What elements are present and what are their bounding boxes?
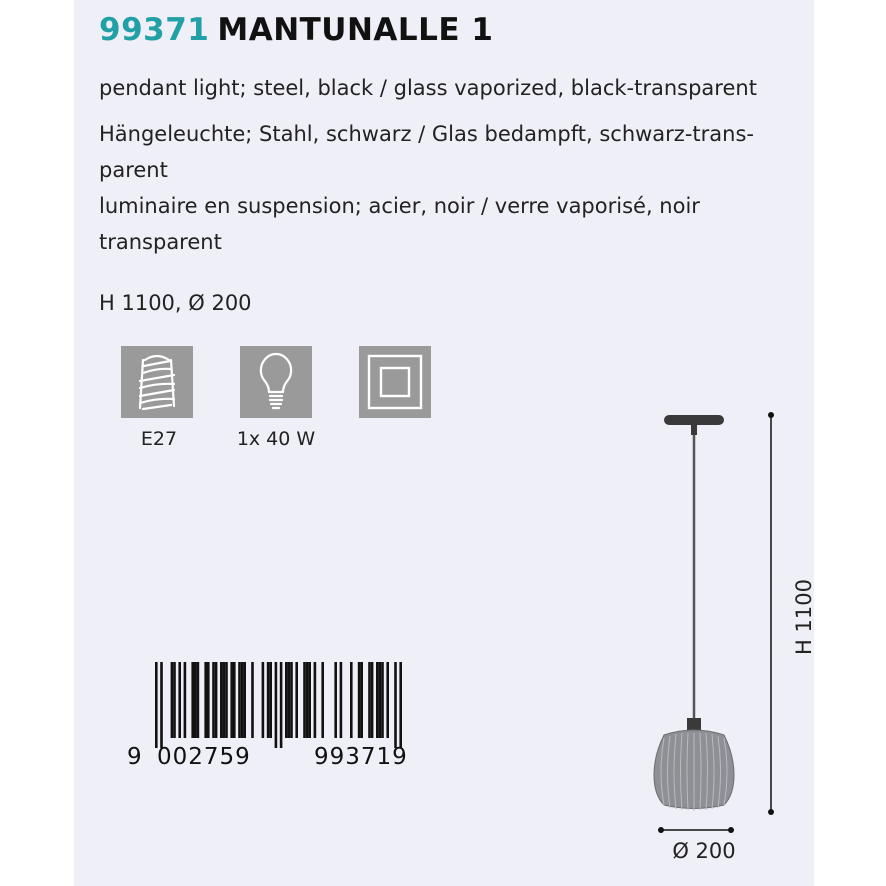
barcode-bar [381,662,384,738]
ceiling-canopy [664,415,724,425]
barcode-bar [160,662,163,748]
barcode-bar [295,662,298,738]
barcode-bar [238,662,241,738]
barcode-bar [171,662,174,738]
barcode-bar [275,662,278,748]
barcode-bar [191,662,194,738]
barcode-bar [308,662,311,738]
barcode-bar [314,662,317,738]
barcode-bar [267,662,270,738]
barcode-bar [399,662,402,748]
barcode-bar [243,662,246,738]
barcode-bar [371,662,374,738]
e27-socket-icon [121,346,193,418]
barcode-bar [220,662,223,738]
barcode-group-1: 002759 [157,744,251,770]
dimensions-text: H 1100, Ø 200 [99,291,252,315]
barcode-bar [207,662,210,738]
barcode-bar [212,662,215,738]
barcode-bar [225,662,228,738]
barcode-bar [358,662,361,738]
barcode-bar [215,662,218,738]
barcode-bar [340,662,343,738]
barcode-bar [280,662,283,748]
barcode-bar [321,662,324,738]
barcode-bar [197,662,200,738]
product-title [99,12,493,48]
barcode-bar [288,662,291,738]
protection-class-2-icon [359,346,431,418]
height-label: H 1100 [792,579,816,655]
barcode-bar [334,662,337,738]
barcode-bar [223,662,226,738]
barcode-bar [204,662,207,738]
barcode-bar [368,662,371,738]
description-german-text: Hängeleuchte; Stahl, schwarz / Glas bedampft, schwarz-trans-parent [99,122,754,182]
barcode-bar [306,662,309,738]
barcode-bar [230,662,233,738]
barcode-bar [379,662,382,738]
barcode-bar [394,662,397,748]
barcode-bar [285,662,288,738]
barcode-bar [376,662,379,738]
barcode-bars [124,660,474,770]
product-sheet [74,0,814,886]
barcode-bar [155,662,158,748]
barcode-bar [269,662,272,738]
barcode-bar [194,662,197,738]
product-name: MANTUNALLE 1 [217,12,494,48]
barcode-bar [178,662,181,738]
bulb-label: 1x 40 W [236,428,316,450]
barcode-bar [173,662,176,738]
barcode-bar [360,662,363,738]
barcode-bar [386,662,389,738]
description-english: pendant light; steel, black / glass vaporized, black-transparent [99,76,757,100]
product-drawing [644,400,814,870]
barcode-group-2: 993719 [314,744,408,770]
barcode-bar [262,662,265,738]
barcode-bar [350,662,353,738]
light-bulb-icon [240,346,312,418]
barcode-bar [233,662,236,738]
product-number: 99371 [99,12,210,48]
barcode-bar [184,662,187,738]
barcode [124,660,474,770]
socket-label: E27 [140,428,178,450]
barcode-first-digit: 9 [127,744,142,770]
glass-shade [654,730,734,811]
barcode-bar [290,662,293,738]
barcode-bar [241,662,244,738]
diameter-label: Ø 200 [672,839,736,863]
barcode-bar [303,662,306,738]
barcode-bar [251,662,254,738]
description-german [99,116,799,188]
description-french: luminaire en suspension; acier, noir / verre vaporisé, noir transparent [99,194,700,254]
